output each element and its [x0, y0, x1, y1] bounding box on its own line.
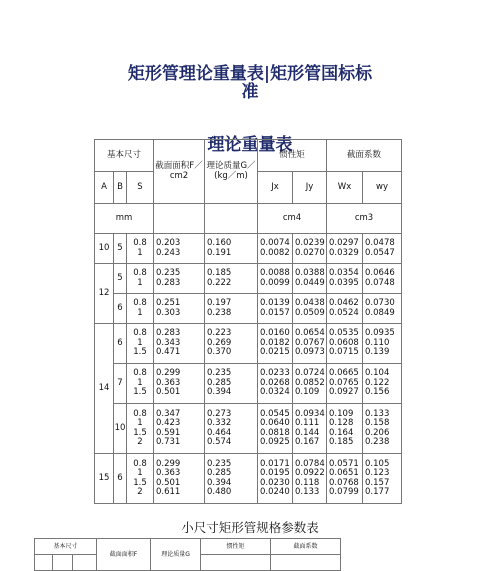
value-line: 0.347 [156, 408, 181, 419]
value-line: 0.0324 [260, 387, 290, 398]
s-cell [127, 234, 154, 264]
value-line: 0.0139 [260, 298, 290, 309]
value-line: 0.480 [207, 486, 232, 497]
header-theoretical-weight: 理论质量G／(kg／m) [205, 140, 258, 204]
wx-cell [327, 404, 363, 454]
a-cell: 12 [95, 264, 114, 324]
table-title: 理论重量表 [207, 135, 293, 155]
b-cell: 6 [114, 454, 127, 504]
value-line: 0.0230 [260, 477, 290, 488]
a-cell: 15 [95, 454, 114, 504]
section-area-cell [154, 264, 205, 294]
s-cell [127, 294, 154, 324]
value-line: 0.0354 [329, 268, 359, 279]
value-line: 0.0215 [260, 347, 290, 358]
value-line: 0.0715 [329, 347, 359, 358]
header-b: B [114, 172, 127, 204]
value-line: 0.0074 [260, 238, 290, 249]
wall-thickness-value: 0.8 [133, 458, 147, 469]
wall-thickness-value: 0.8 [133, 328, 147, 339]
jx-cell [258, 404, 293, 454]
value-line: 0.0182 [260, 337, 290, 348]
value-line: 0.158 [365, 418, 390, 429]
unit-row [95, 204, 402, 234]
section-area-cell [154, 324, 205, 364]
value-line: 0.122 [365, 377, 390, 388]
weight-cell [205, 364, 258, 404]
value-line: 0.0088 [260, 268, 290, 279]
value-line: 0.299 [156, 458, 181, 469]
value-line: 0.0852 [295, 377, 325, 388]
wy-cell [363, 294, 402, 324]
jx-cell [258, 264, 293, 294]
value-line: 0.283 [156, 328, 181, 339]
value-line: 0.285 [207, 377, 232, 388]
wall-thickness-value: 1 [137, 307, 143, 318]
s-cell [127, 454, 154, 504]
header-wx: Wx [327, 172, 363, 204]
value-line: 0.0640 [260, 418, 290, 429]
section-area-cell [154, 294, 205, 324]
weight-table-body [95, 234, 402, 504]
value-line: 0.0730 [365, 298, 395, 309]
weight-cell [205, 264, 258, 294]
value-line: 0.0462 [329, 298, 359, 309]
value-line: 0.0935 [365, 328, 395, 339]
unit-blank [154, 204, 205, 234]
value-line: 0.0849 [365, 307, 395, 318]
table-row [95, 364, 402, 404]
weight-cell [205, 324, 258, 364]
document-title-continued: 准 [241, 82, 259, 102]
wall-thickness-value: 0.8 [133, 268, 147, 279]
value-line: 0.235 [207, 368, 232, 379]
header-wy: wy [363, 172, 402, 204]
value-line: 0.177 [365, 486, 390, 497]
value-line: 0.197 [207, 298, 232, 309]
b-cell: 5 [114, 234, 127, 264]
value-line: 0.0239 [295, 238, 325, 249]
wy-cell [363, 264, 402, 294]
value-line: 0.0171 [260, 458, 290, 469]
wy-cell [363, 234, 402, 264]
value-line: 0.243 [156, 247, 181, 258]
value-line: 0.109 [329, 408, 354, 419]
table-row [95, 454, 402, 504]
jy-cell [293, 324, 327, 364]
header-section-area: 截面面积F／cm2 [154, 140, 205, 204]
b-cell: 6 [114, 294, 127, 324]
value-line: 0.731 [156, 436, 181, 447]
jx-cell [258, 234, 293, 264]
header-a: A [95, 172, 114, 204]
value-line: 0.128 [329, 418, 354, 429]
weight-cell [205, 234, 258, 264]
value-line: 0.0724 [295, 368, 325, 379]
wall-thickness-value: 0.8 [133, 368, 147, 379]
value-line: 0.0547 [365, 247, 395, 258]
document-title: 矩形管理论重量表|矩形管国标标 [127, 64, 373, 84]
value-line: 0.0535 [329, 328, 359, 339]
value-line: 0.363 [156, 468, 181, 479]
wall-thickness-value: 1.5 [133, 347, 147, 358]
small-header-theoretical-weight: 理论质量G [151, 539, 201, 571]
value-line: 0.185 [329, 436, 354, 447]
jx-cell [258, 324, 293, 364]
value-line: 0.238 [207, 307, 232, 318]
small-size-table [34, 538, 341, 571]
jx-cell [258, 294, 293, 324]
value-line: 0.363 [156, 377, 181, 388]
value-line: 0.167 [295, 436, 320, 447]
unit-blank [205, 204, 258, 234]
value-line: 0.423 [156, 418, 181, 429]
value-line: 0.299 [156, 368, 181, 379]
b-cell: 7 [114, 364, 127, 404]
value-line: 0.133 [295, 486, 320, 497]
b-cell: 5 [114, 264, 127, 294]
weight-cell [205, 454, 258, 504]
value-line: 0.0082 [260, 247, 290, 258]
value-line: 0.394 [207, 477, 232, 488]
s-cell [127, 324, 154, 364]
value-line: 0.0099 [260, 277, 290, 288]
wy-cell [363, 454, 402, 504]
value-line: 0.133 [365, 408, 390, 419]
wall-thickness-value: 2 [137, 486, 143, 497]
small-header-cell [35, 555, 53, 571]
small-header-cell [201, 555, 271, 571]
s-cell [127, 364, 154, 404]
wall-thickness-value: 1 [137, 277, 143, 288]
jy-cell [293, 264, 327, 294]
value-line: 0.332 [207, 418, 232, 429]
table-row [95, 324, 402, 364]
wall-thickness-value: 1 [137, 247, 143, 258]
value-line: 0.0922 [295, 468, 325, 479]
s-cell [127, 404, 154, 454]
b-cell: 6 [114, 324, 127, 364]
value-line: 0.471 [156, 347, 181, 358]
value-line: 0.574 [207, 436, 232, 447]
section-area-cell [154, 454, 205, 504]
value-line: 0.0160 [260, 328, 290, 339]
value-line: 0.0157 [260, 307, 290, 318]
wall-thickness-value: 1 [137, 337, 143, 348]
value-line: 0.394 [207, 387, 232, 398]
value-line: 0.0818 [260, 427, 290, 438]
value-line: 0.0545 [260, 408, 290, 419]
value-line: 0.185 [207, 268, 232, 279]
value-line: 0.0268 [260, 377, 290, 388]
wy-cell [363, 364, 402, 404]
value-line: 0.0654 [295, 328, 325, 339]
value-line: 0.370 [207, 347, 232, 358]
value-line: 0.0934 [295, 408, 325, 419]
value-line: 0.157 [365, 477, 390, 488]
jx-cell [258, 454, 293, 504]
value-line: 0.0799 [329, 486, 359, 497]
value-line: 0.164 [329, 427, 354, 438]
value-line: 0.343 [156, 337, 181, 348]
value-line: 0.0240 [260, 486, 290, 497]
value-line: 0.611 [156, 486, 181, 497]
section-area-cell [154, 364, 205, 404]
value-line: 0.0927 [329, 387, 359, 398]
header-jx: Jx [258, 172, 293, 204]
value-line: 0.0524 [329, 307, 359, 318]
wall-thickness-value: 1 [137, 468, 143, 479]
value-line: 0.0233 [260, 368, 290, 379]
value-line: 0.251 [156, 298, 181, 309]
wx-cell [327, 364, 363, 404]
value-line: 0.160 [207, 238, 232, 249]
value-line: 0.206 [365, 427, 390, 438]
value-line: 0.591 [156, 427, 181, 438]
value-line: 0.501 [156, 387, 181, 398]
wall-thickness-value: 1 [137, 418, 143, 429]
value-line: 0.110 [365, 337, 390, 348]
jy-cell [293, 364, 327, 404]
value-line: 0.144 [295, 427, 320, 438]
wall-thickness-value: 1.5 [133, 387, 147, 398]
value-line: 0.464 [207, 427, 232, 438]
small-header-section-modulus: 截面系数 [271, 539, 341, 555]
value-line: 0.0651 [329, 468, 359, 479]
small-header-moment-of-inertia: 惯性矩 [201, 539, 271, 555]
s-cell [127, 264, 154, 294]
value-line: 0.0438 [295, 298, 325, 309]
value-line: 0.283 [156, 277, 181, 288]
section-area-cell [154, 234, 205, 264]
table-row [95, 404, 402, 454]
value-line: 0.0195 [260, 468, 290, 479]
table-row [95, 234, 402, 264]
weight-cell [205, 294, 258, 324]
value-line: 0.0478 [365, 238, 395, 249]
value-line: 0.235 [207, 458, 232, 469]
header-basic-size: 基本尺寸 [95, 140, 154, 172]
value-line: 0.111 [295, 418, 320, 429]
value-line: 0.104 [365, 368, 390, 379]
value-line: 0.105 [365, 458, 390, 469]
wx-cell [327, 264, 363, 294]
value-line: 0.0571 [329, 458, 359, 469]
header-row [95, 140, 402, 172]
wall-thickness-value: 0.8 [133, 408, 147, 419]
value-line: 0.203 [156, 238, 181, 249]
wall-thickness-value: 2 [137, 436, 143, 447]
value-line: 0.222 [207, 277, 232, 288]
header-section-modulus: 截面系数 [327, 140, 402, 172]
wall-thickness-value: 1.5 [133, 427, 147, 438]
wall-thickness-value: 1 [137, 377, 143, 388]
jy-cell [293, 404, 327, 454]
value-line: 0.0608 [329, 337, 359, 348]
wall-thickness-value: 1.5 [133, 477, 147, 488]
wx-cell [327, 324, 363, 364]
value-line: 0.0765 [329, 377, 359, 388]
value-line: 0.0925 [260, 436, 290, 447]
value-line: 0.191 [207, 247, 232, 258]
header-s: S [127, 172, 154, 204]
value-line: 0.156 [365, 387, 390, 398]
wx-cell [327, 454, 363, 504]
b-cell: 10 [114, 404, 127, 454]
value-line: 0.0748 [365, 277, 395, 288]
value-line: 0.285 [207, 468, 232, 479]
wy-cell [363, 404, 402, 454]
a-cell: 14 [95, 324, 114, 454]
weight-cell [205, 404, 258, 454]
weight-table [94, 139, 402, 504]
value-line: 0.123 [365, 468, 390, 479]
unit-cm4: cm4 [258, 204, 327, 234]
small-header-section-area: 截面面积F [97, 539, 151, 571]
value-line: 0.501 [156, 477, 181, 488]
small-header-basic-size: 基本尺寸 [35, 539, 97, 555]
header-jy: Jy [293, 172, 327, 204]
value-line: 0.109 [295, 387, 320, 398]
value-line: 0.269 [207, 337, 232, 348]
value-line: 0.235 [156, 268, 181, 279]
value-line: 0.0270 [295, 247, 325, 258]
value-line: 0.0665 [329, 368, 359, 379]
value-line: 0.223 [207, 328, 232, 339]
table-row [95, 294, 402, 324]
value-line: 0.0509 [295, 307, 325, 318]
wall-thickness-value: 0.8 [133, 238, 147, 249]
small-header-cell [73, 555, 97, 571]
value-line: 0.0768 [329, 477, 359, 488]
a-cell: 10 [95, 234, 114, 264]
value-line: 0.273 [207, 408, 232, 419]
value-line: 0.0329 [329, 247, 359, 258]
jy-cell [293, 454, 327, 504]
value-line: 0.118 [295, 477, 320, 488]
wy-cell [363, 324, 402, 364]
value-line: 0.0973 [295, 347, 325, 358]
small-header-row [35, 539, 341, 555]
value-line: 0.238 [365, 436, 390, 447]
unit-cm3: cm3 [327, 204, 402, 234]
wx-cell [327, 234, 363, 264]
header-moment-of-inertia: 惯性矩 [258, 140, 327, 172]
wall-thickness-value: 0.8 [133, 298, 147, 309]
value-line: 0.0297 [329, 238, 359, 249]
small-header-cell [271, 555, 341, 571]
value-line: 0.0784 [295, 458, 325, 469]
table-row [95, 264, 402, 294]
small-table-title: 小尺寸矩形管规格参数表 [181, 520, 319, 535]
jy-cell [293, 294, 327, 324]
value-line: 0.0395 [329, 277, 359, 288]
value-line: 0.0767 [295, 337, 325, 348]
value-line: 0.139 [365, 347, 390, 358]
jx-cell [258, 364, 293, 404]
wx-cell [327, 294, 363, 324]
value-line: 0.0449 [295, 277, 325, 288]
unit-mm: mm [95, 204, 154, 234]
value-line: 0.0646 [365, 268, 395, 279]
value-line: 0.303 [156, 307, 181, 318]
small-header-cell [53, 555, 73, 571]
jy-cell [293, 234, 327, 264]
section-area-cell [154, 404, 205, 454]
value-line: 0.0388 [295, 268, 325, 279]
